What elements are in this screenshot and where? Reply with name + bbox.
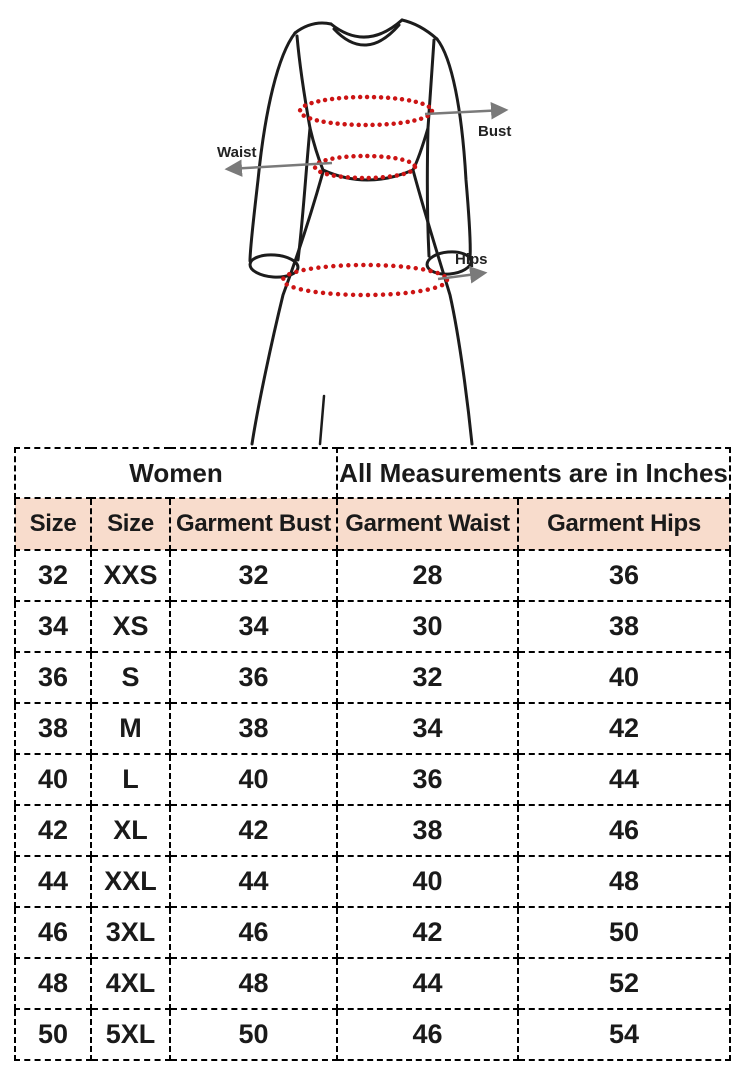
cell-waist: 42	[337, 907, 518, 958]
col-header-size-numeric: Size	[15, 498, 91, 550]
cell-size-alpha: XXL	[91, 856, 170, 907]
cell-bust: 42	[170, 805, 337, 856]
cell-waist: 32	[337, 652, 518, 703]
cell-bust: 32	[170, 550, 337, 601]
cell-bust: 40	[170, 754, 337, 805]
cell-size-alpha: L	[91, 754, 170, 805]
cell-waist: 44	[337, 958, 518, 1009]
cell-waist: 46	[337, 1009, 518, 1060]
waist-label: Waist	[217, 144, 257, 161]
cell-size-num: 46	[15, 907, 91, 958]
dress-outline	[249, 20, 472, 444]
cell-waist: 30	[337, 601, 518, 652]
table-row	[15, 907, 730, 958]
cell-hips: 38	[518, 601, 730, 652]
women-header: Women	[15, 448, 337, 498]
cell-bust: 36	[170, 652, 337, 703]
size-table	[14, 447, 731, 1061]
cell-hips: 48	[518, 856, 730, 907]
cell-size-num: 40	[15, 754, 91, 805]
table-row	[15, 550, 730, 601]
cell-waist: 36	[337, 754, 518, 805]
cell-size-num: 50	[15, 1009, 91, 1060]
cell-size-alpha: 4XL	[91, 958, 170, 1009]
cell-size-alpha: S	[91, 652, 170, 703]
col-header-garment-waist: Garment Waist	[337, 498, 518, 550]
hips-label: Hips	[455, 251, 488, 268]
table-row	[15, 703, 730, 754]
cell-bust: 48	[170, 958, 337, 1009]
table-row	[15, 805, 730, 856]
cell-size-num: 32	[15, 550, 91, 601]
col-header-garment-hips: Garment Hips	[518, 498, 730, 550]
units-header: All Measurements are in Inches	[337, 448, 730, 498]
cell-size-num: 38	[15, 703, 91, 754]
col-header-size-alpha: Size	[91, 498, 170, 550]
column-header-row	[15, 498, 730, 550]
cell-bust: 44	[170, 856, 337, 907]
cell-hips: 44	[518, 754, 730, 805]
table-row	[15, 856, 730, 907]
cell-hips: 40	[518, 652, 730, 703]
table-row	[15, 958, 730, 1009]
cell-size-num: 42	[15, 805, 91, 856]
group-header-row	[15, 448, 730, 498]
cell-waist: 38	[337, 805, 518, 856]
table-row	[15, 754, 730, 805]
cell-size-alpha: XS	[91, 601, 170, 652]
table-row	[15, 1009, 730, 1060]
cell-size-num: 44	[15, 856, 91, 907]
hips-measure-ellipse	[283, 265, 447, 295]
cell-hips: 42	[518, 703, 730, 754]
cell-bust: 50	[170, 1009, 337, 1060]
cell-size-alpha: 5XL	[91, 1009, 170, 1060]
bust-measure-ellipse	[300, 97, 432, 125]
cell-size-alpha: M	[91, 703, 170, 754]
cell-hips: 52	[518, 958, 730, 1009]
cell-size-alpha: XL	[91, 805, 170, 856]
cell-hips: 46	[518, 805, 730, 856]
bust-label: Bust	[478, 123, 512, 140]
cell-size-num: 48	[15, 958, 91, 1009]
cell-hips: 50	[518, 907, 730, 958]
cell-size-alpha: XXS	[91, 550, 170, 601]
measurement-ellipses	[283, 97, 447, 295]
cell-bust: 38	[170, 703, 337, 754]
cell-size-alpha: 3XL	[91, 907, 170, 958]
col-header-garment-bust: Garment Bust	[170, 498, 337, 550]
cell-hips: 36	[518, 550, 730, 601]
table-row	[15, 652, 730, 703]
cell-hips: 54	[518, 1009, 730, 1060]
cell-size-num: 34	[15, 601, 91, 652]
cell-bust: 46	[170, 907, 337, 958]
cell-waist: 34	[337, 703, 518, 754]
bust-arrow	[425, 110, 505, 114]
cell-waist: 40	[337, 856, 518, 907]
cell-waist: 28	[337, 550, 518, 601]
cell-bust: 34	[170, 601, 337, 652]
table-row	[15, 601, 730, 652]
dress-measurement-diagram	[0, 0, 746, 447]
cell-size-num: 36	[15, 652, 91, 703]
